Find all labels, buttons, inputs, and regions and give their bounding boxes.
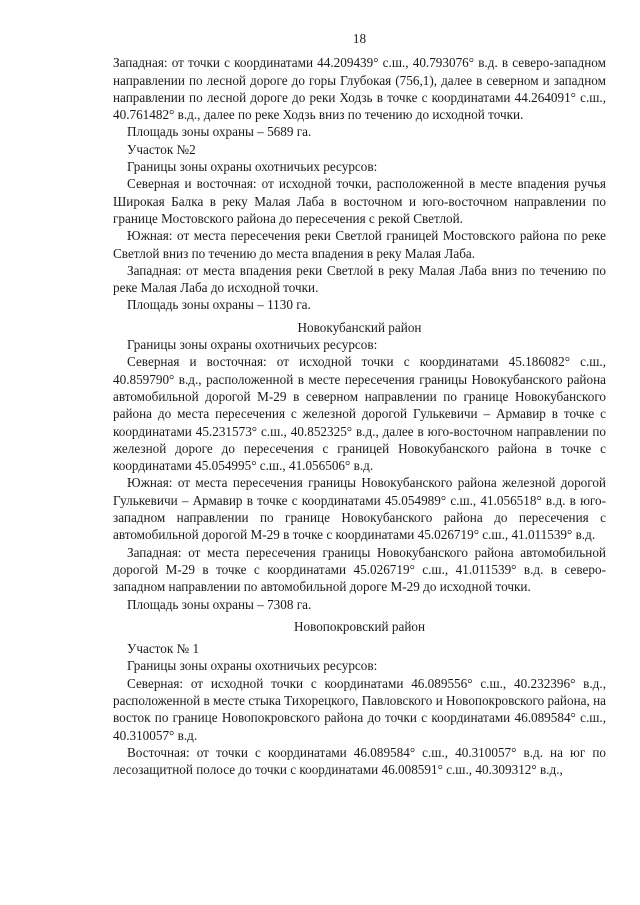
- paragraph-plot-1-title: Участок № 1: [127, 641, 200, 657]
- paragraph-western-boundary: Западная: от точки с координатами 44.209439° с.ш., 40.793076° в.д. в северо-западном направлении по лесной дороге до горы Глубокая (756,1), далее в северном и западном направлении по лесной дороге до реки Ходзь в точке с координатами 44.264091° с.ш., 40.761482° в.д., далее по реке Ходзь вниз по течению до исходной точки.: [113, 55, 606, 123]
- document-page: [113, 30, 606, 778]
- paragraph-area-7308: Площадь зоны охраны – 7308 га.: [127, 596, 312, 612]
- paragraph-west-boundary: Западная: от места пересечения границы Новокубанского района автомобильной дорогой М-29 в точке с координатами 45.026719° с.ш., 41.011539° в.д. в северо-западном направлении по автомобильной дороге М-29 до исходной точки.: [113, 544, 606, 595]
- paragraph-area-1130: Площадь зоны охраны – 1130 га.: [127, 297, 311, 313]
- paragraph-east-boundary: Восточная: от точки с координатами 46.089584° с.ш., 40.310057° в.д. на юг по лесозащитной полосе до точки с координатами 46.008591° с.ш., 40.309312° в.д.,: [113, 744, 606, 778]
- paragraph-north-boundary: Северная: от исходной точки с координатами 46.089556° с.ш., 40.232396° в.д., расположенной в месте стыка Тихорецкого, Павловского и Новопокровского района, на восток по границе Новопокровского района до точки с координатами 46.089584° с.ш., 40.310057° в.д.: [113, 675, 606, 743]
- paragraph-south-boundary: Южная: от места пересечения границы Новокубанского района железной дорогой Гулькевичи – Армавир в точке с координатами 45.054989° с.ш., 41.056518° в.д. в юго-западном направлении по границе Новокубанского района до пересечения с автомобильной дорогой М-29 в точке с координатами 45.026719° с.ш., 41.011539° в.д.: [113, 475, 606, 543]
- page-number: 18: [352, 31, 367, 46]
- paragraph-boundaries-label: Границы зоны охраны охотничьих ресурсов:: [127, 658, 378, 674]
- paragraph-area-5689: Площадь зоны охраны – 5689 га.: [127, 124, 312, 140]
- paragraph-boundaries-label: Границы зоны охраны охотничьих ресурсов:: [127, 337, 378, 353]
- section-heading-novopokrovsky: Новопокровский район: [293, 618, 426, 634]
- paragraph-plot-2-title: Участок №2: [127, 141, 196, 157]
- paragraph-south-boundary: Южная: от места пересечения реки Светлой границей Мостовского района по реке Светлой вниз по течению до места впадения в реку Малая Лаба.: [113, 228, 606, 261]
- section-heading-novokubansky: Новокубанский район: [297, 319, 422, 335]
- paragraph-north-east-boundary: Северная и восточная: от исходной точки с координатами 45.186082° с.ш., 40.859790° в.д., расположенной в месте пересечения границы Новокубанского района автомобильной дорогой М-29 в северном направлении по границе Новокубанского района до места пересечения с железной дорогой Гулькевичи – Армавир в точке с координатами 45.231573° с.ш., 40.852325° в.д., далее в юго-восточном направлении по железной дороге до пересечения с границей Новокубанского района в точке с координатами 45.054995° с.ш., 41.056506° в.д.: [113, 354, 606, 474]
- paragraph-boundaries-label: Границы зоны охраны охотничьих ресурсов:: [127, 159, 378, 175]
- paragraph-north-east-boundary: Северная и восточная: от исходной точки, расположенной в месте впадения ручья Широкая Балка в реку Малая Лаба в восточном и юго-восточном направлении по границе Мостовского района до пересечения с рекой Светлой.: [113, 176, 606, 226]
- paragraph-west-boundary: Западная: от места впадения реки Светлой в реку Малая Лаба вниз по течению по реке Малая Лаба до исходной точки.: [113, 262, 606, 296]
